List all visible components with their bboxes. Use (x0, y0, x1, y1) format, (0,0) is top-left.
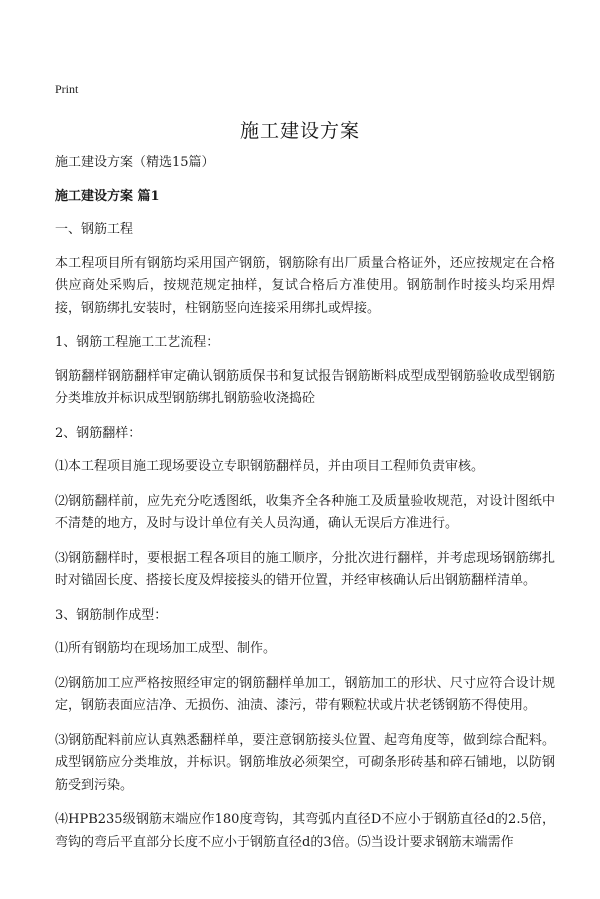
section-heading: 施工建设方案 篇1 (55, 188, 160, 204)
list-item: ⑴所有钢筋均在现场加工成型、制作。 (55, 641, 277, 656)
heading-process-flow: 1、钢筋工程施工工艺流程： (55, 335, 220, 350)
list-item: ⑴本工程项目施工现场要设立专职钢筋翻样员，并由项目工程师负责审核。 (55, 459, 485, 474)
list-item: ⑵钢筋翻样前，应先充分吃透图纸，收集齐全各种施工及质量验收规范，对设计图纸中不清楚的地方，及时与设计单位有关人员沟通，确认无误后方准进行。 (55, 493, 555, 531)
list-item: ⑷HPB235级钢筋末端应作180度弯钩，其弯弧内直径D不应小于钢筋直径d的2.5倍，弯钩的弯后平直部分长度不应小于钢筋直径d的3倍。⑸当设计要求钢筋末端需作 (55, 812, 555, 850)
paragraph-intro: 本工程项目所有钢筋均采用国产钢筋，钢筋除有出厂质量合格证外，还应按规定在合格供应商处采购后，按规范规定抽样，复试合格后方准使用。钢筋制作时接头均采用焊接，钢筋绑扎安装时，柱钢筋竖向连接采用绑扎或焊接。 (55, 255, 555, 316)
document-title: 施工建设方案 (239, 120, 360, 142)
list-item: ⑶钢筋翻样时，要根据工程各项目的施工顺序，分批次进行翻样，并考虑现场钢筋绑扎时对锚固长度、搭接长度及焊接接头的错开位置，并经审核确认后出钢筋翻样清单。 (55, 550, 555, 588)
paragraph-process-flow: 钢筋翻样钢筋翻样审定确认钢筋质保书和复试报告钢筋断料成型成型钢筋验收成型钢筋分类堆放并标识成型钢筋绑扎钢筋验收浇捣砼 (55, 368, 555, 406)
document-body (55, 152, 555, 866)
list-item: ⑶钢筋配料前应认真熟悉翻样单，要注意钢筋接头位置、起弯角度等，做到综合配料。成型钢筋应分类堆放，并标识。钢筋堆放必须架空，可砌条形砖基和碎石铺地，以防钢筋受到污染。 (55, 732, 555, 793)
heading-rebar-fabrication: 3、钢筋制作成型： (55, 607, 168, 623)
heading-rebar-works: 一、钢筋工程 (55, 222, 134, 237)
document-subtitle: 施工建设方案（精选15篇） (55, 155, 215, 170)
print-label: Print (55, 82, 79, 96)
heading-rebar-layout: 2、钢筋翻样： (55, 425, 142, 441)
list-item: ⑵钢筋加工应严格按照经审定的钢筋翻样单加工，钢筋加工的形状、尺寸应符合设计规定，钢筋表面应洁净、无损伤、油渍、漆污，带有颗粒状或片状老锈钢筋不得使用。 (55, 675, 555, 713)
